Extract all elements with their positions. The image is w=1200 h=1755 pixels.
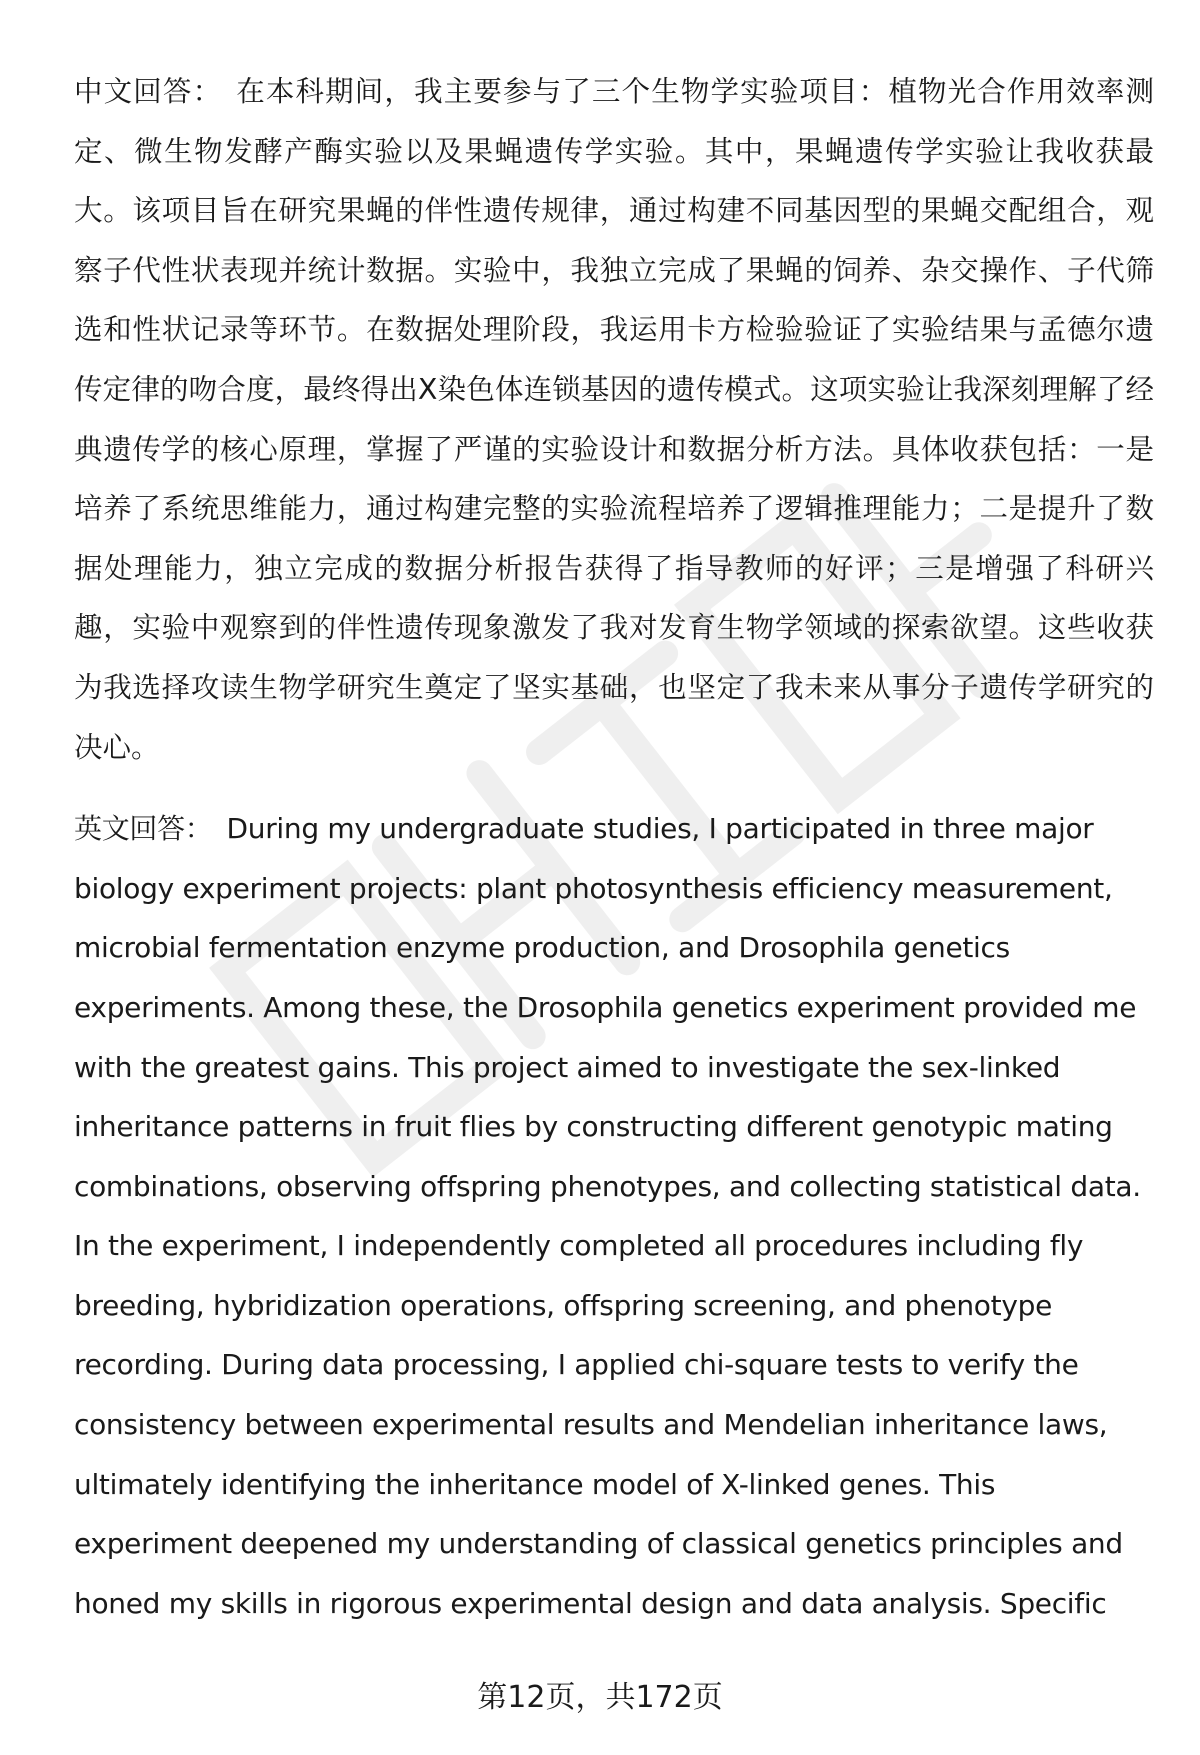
chinese-answer-label: 中文回答： — [74, 75, 223, 108]
chinese-answer-paragraph — [74, 62, 1154, 777]
page-number-footer: 第12页，共172页 — [477, 1680, 723, 1715]
chinese-answer-text: 在本科期间，我主要参与了三个生物学实验项目：植物光合作用效率测定、微生物发酵产酶实验以及果蝇遗传学实验。其中，果蝇遗传学实验让我收获最大。该项目旨在研究果蝇的伴性遗传规律，通过构建不同基因型的果蝇交配组合，观察子代性状表现并统计数据。实验中，我独立完成了果蝇的饲养、杂交操作、子代筛选和性状记录等环节。在数据处理阶段，我运用卡方检验验证了实验结果与孟德尔遗传定律的吻合度，最终得出X染色体连锁基因的遗传模式。这项实验让我深刻理解了经典遗传学的核心原理，掌握了严谨的实验设计和数据分析方法。具体收获包括：一是培养了系统思维能力，通过构建完整的实验流程培养了逻辑推理能力；二是提升了数据处理能力，独立完成的数据分析报告获得了指导教师的好评；三是增强了科研兴趣，实验中观察到的伴性遗传现象激发了我对发育生物学领域的探索欲望。这些收获为我选择攻读生物学研究生奠定了坚实基础，也坚定了我未来从事分子遗传学研究的决心。 — [74, 75, 1154, 764]
english-answer-text: During my undergraduate studies, I participated in three major biology experiment projects: plant photosynthesis efficiency measurement, microbial fermentation enzyme production, and Drosophila genetics experiments. Among these, the Drosophila genetics experiment provided me with the greatest gains. This project aimed to investigate the sex-linked inheritance patterns in fruit flies by constructing different genotypic mating combinations, observing offspring phenotypes, and collecting statistical data. In the experiment, I independently completed all procedures including fly breeding, hybridization operations, offspring screening, and phenotype recording. During data processing, I applied chi-square tests to verify the consistency between experimental results and Mendelian inheritance laws, ultimately identifying the inheritance model of X-linked genes. This experiment deepened my understanding of classical genetics principles and honed my skills in rigorous experimental design and data analysis. Specific — [74, 812, 1141, 1620]
english-answer-label: 英文回答： — [74, 812, 213, 846]
answer-content — [74, 62, 1154, 1633]
english-answer-paragraph — [74, 799, 1154, 1633]
